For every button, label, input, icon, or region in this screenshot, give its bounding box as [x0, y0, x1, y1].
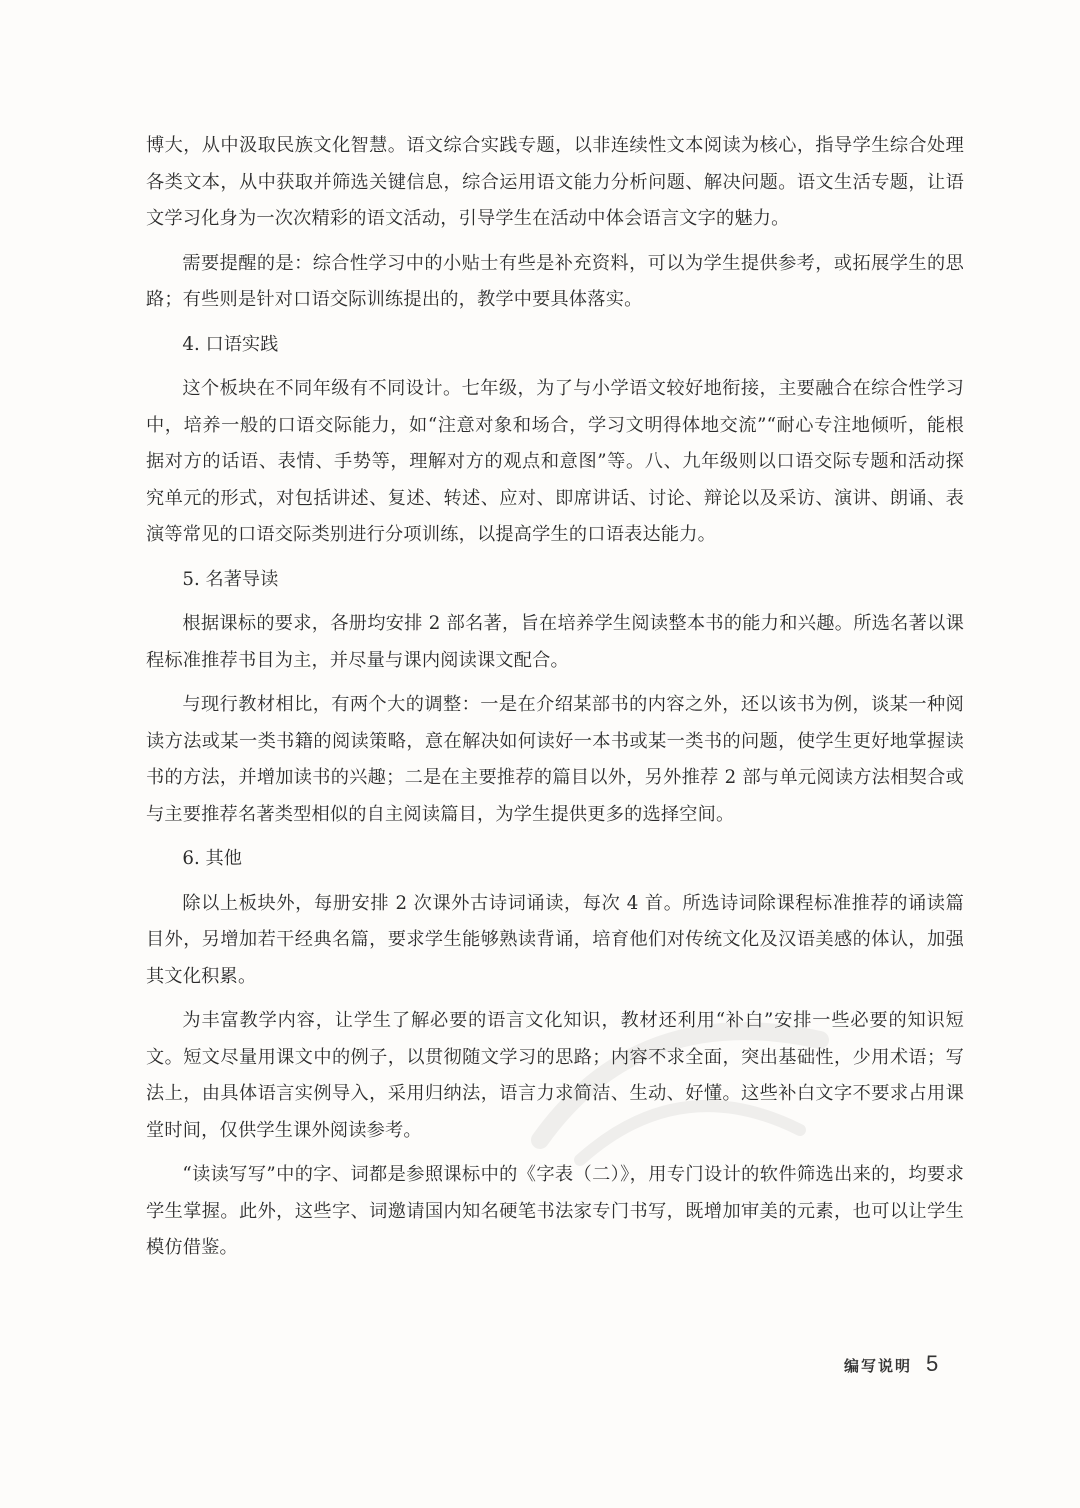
- paragraph-2: 需要提醒的是：综合性学习中的小贴士有些是补充资料，可以为学生提供参考，或拓展学生的思路；有些则是针对口语交际训练提出的，教学中要具体落实。: [146, 252, 964, 310]
- paragraph-other-2: 为丰富教学内容，让学生了解必要的语言文化知识，教材还利用“补白”安排一些必要的知识短文。短文尽量用课文中的例子，以贯彻随文学习的思路；内容不求全面，突出基础性，少用术语；写法上，由具体语言实例导入，采用归纳法，语言力求简洁、生动、好懂。这些补白文字不要求占用课堂时间，仅供学生课外阅读参考。: [146, 1010, 964, 1141]
- heading-classics-guide: 5. 名著导读: [182, 568, 279, 590]
- paragraph-other-1: 除以上板块外，每册安排 2 次课外古诗词诵读，每次 4 首。所选诗词除课程标准推荐的诵读篇目外，另增加若干经典名篇，要求学生能够熟读背诵，培育他们对传统文化及汉语美感的体认，加强其文化积累。: [146, 892, 964, 987]
- page-footer: [844, 1351, 964, 1381]
- body-text: [146, 128, 964, 1275]
- footer-section-title: 编写说明: [844, 1357, 913, 1375]
- paragraph-oral-practice: 这个板块在不同年级有不同设计。七年级，为了与小学语文较好地衔接，主要融合在综合性学习中，培养一般的口语交际能力，如“注意对象和场合，学习文明得体地交流”“耐心专注地倾听，能根据对方的话语、表情、手势等，理解对方的观点和意图”等。八、九年级则以口语交际专题和活动探究单元的形式，对包括讲述、复述、转述、应对、即席讲话、讨论、辩论以及采访、演讲、朗诵、表演等常见的口语交际类别进行分项训练，以提高学生的口语表达能力。: [146, 378, 964, 545]
- page-number: 5: [926, 1351, 939, 1376]
- paragraph-other-3: “读读写写”中的字、词都是参照课标中的《字表（二）》，用专门设计的软件筛选出来的，均要求学生掌握。此外，这些字、词邀请国内知名硬笔书法家专门书写，既增加审美的元素，也可以让学生模仿借鉴。: [146, 1164, 964, 1258]
- paragraph-classics-2: 与现行教材相比，有两个大的调整：一是在介绍某部书的内容之外，还以该书为例，谈某一种阅读方法或某一类书籍的阅读策略，意在解决如何读好一本书或某一类书的问题，使学生更好地掌握读书的方法，并增加读书的兴趣；二是在主要推荐的篇目以外，另外推荐 2 部与单元阅读方法相契合或与主要推荐名著类型相似的自主阅读篇目，为学生提供更多的选择空间。: [146, 694, 964, 825]
- heading-oral-practice: 4. 口语实践: [182, 333, 279, 355]
- paragraph-classics-1: 根据课标的要求，各册均安排 2 部名著，旨在培养学生阅读整本书的能力和兴趣。所选名著以课程标准推荐书目为主，并尽量与课内阅读课文配合。: [146, 613, 964, 671]
- paragraph-1: 博大，从中汲取民族文化智慧。语文综合实践专题，以非连续性文本阅读为核心，指导学生综合处理各类文本，从中获取并筛选关键信息，综合运用语文能力分析问题、解决问题。语文生活专题，让语文学习化身为一次次精彩的语文活动，引导学生在活动中体会语言文字的魅力。: [146, 135, 964, 229]
- heading-other: 6. 其他: [182, 848, 242, 869]
